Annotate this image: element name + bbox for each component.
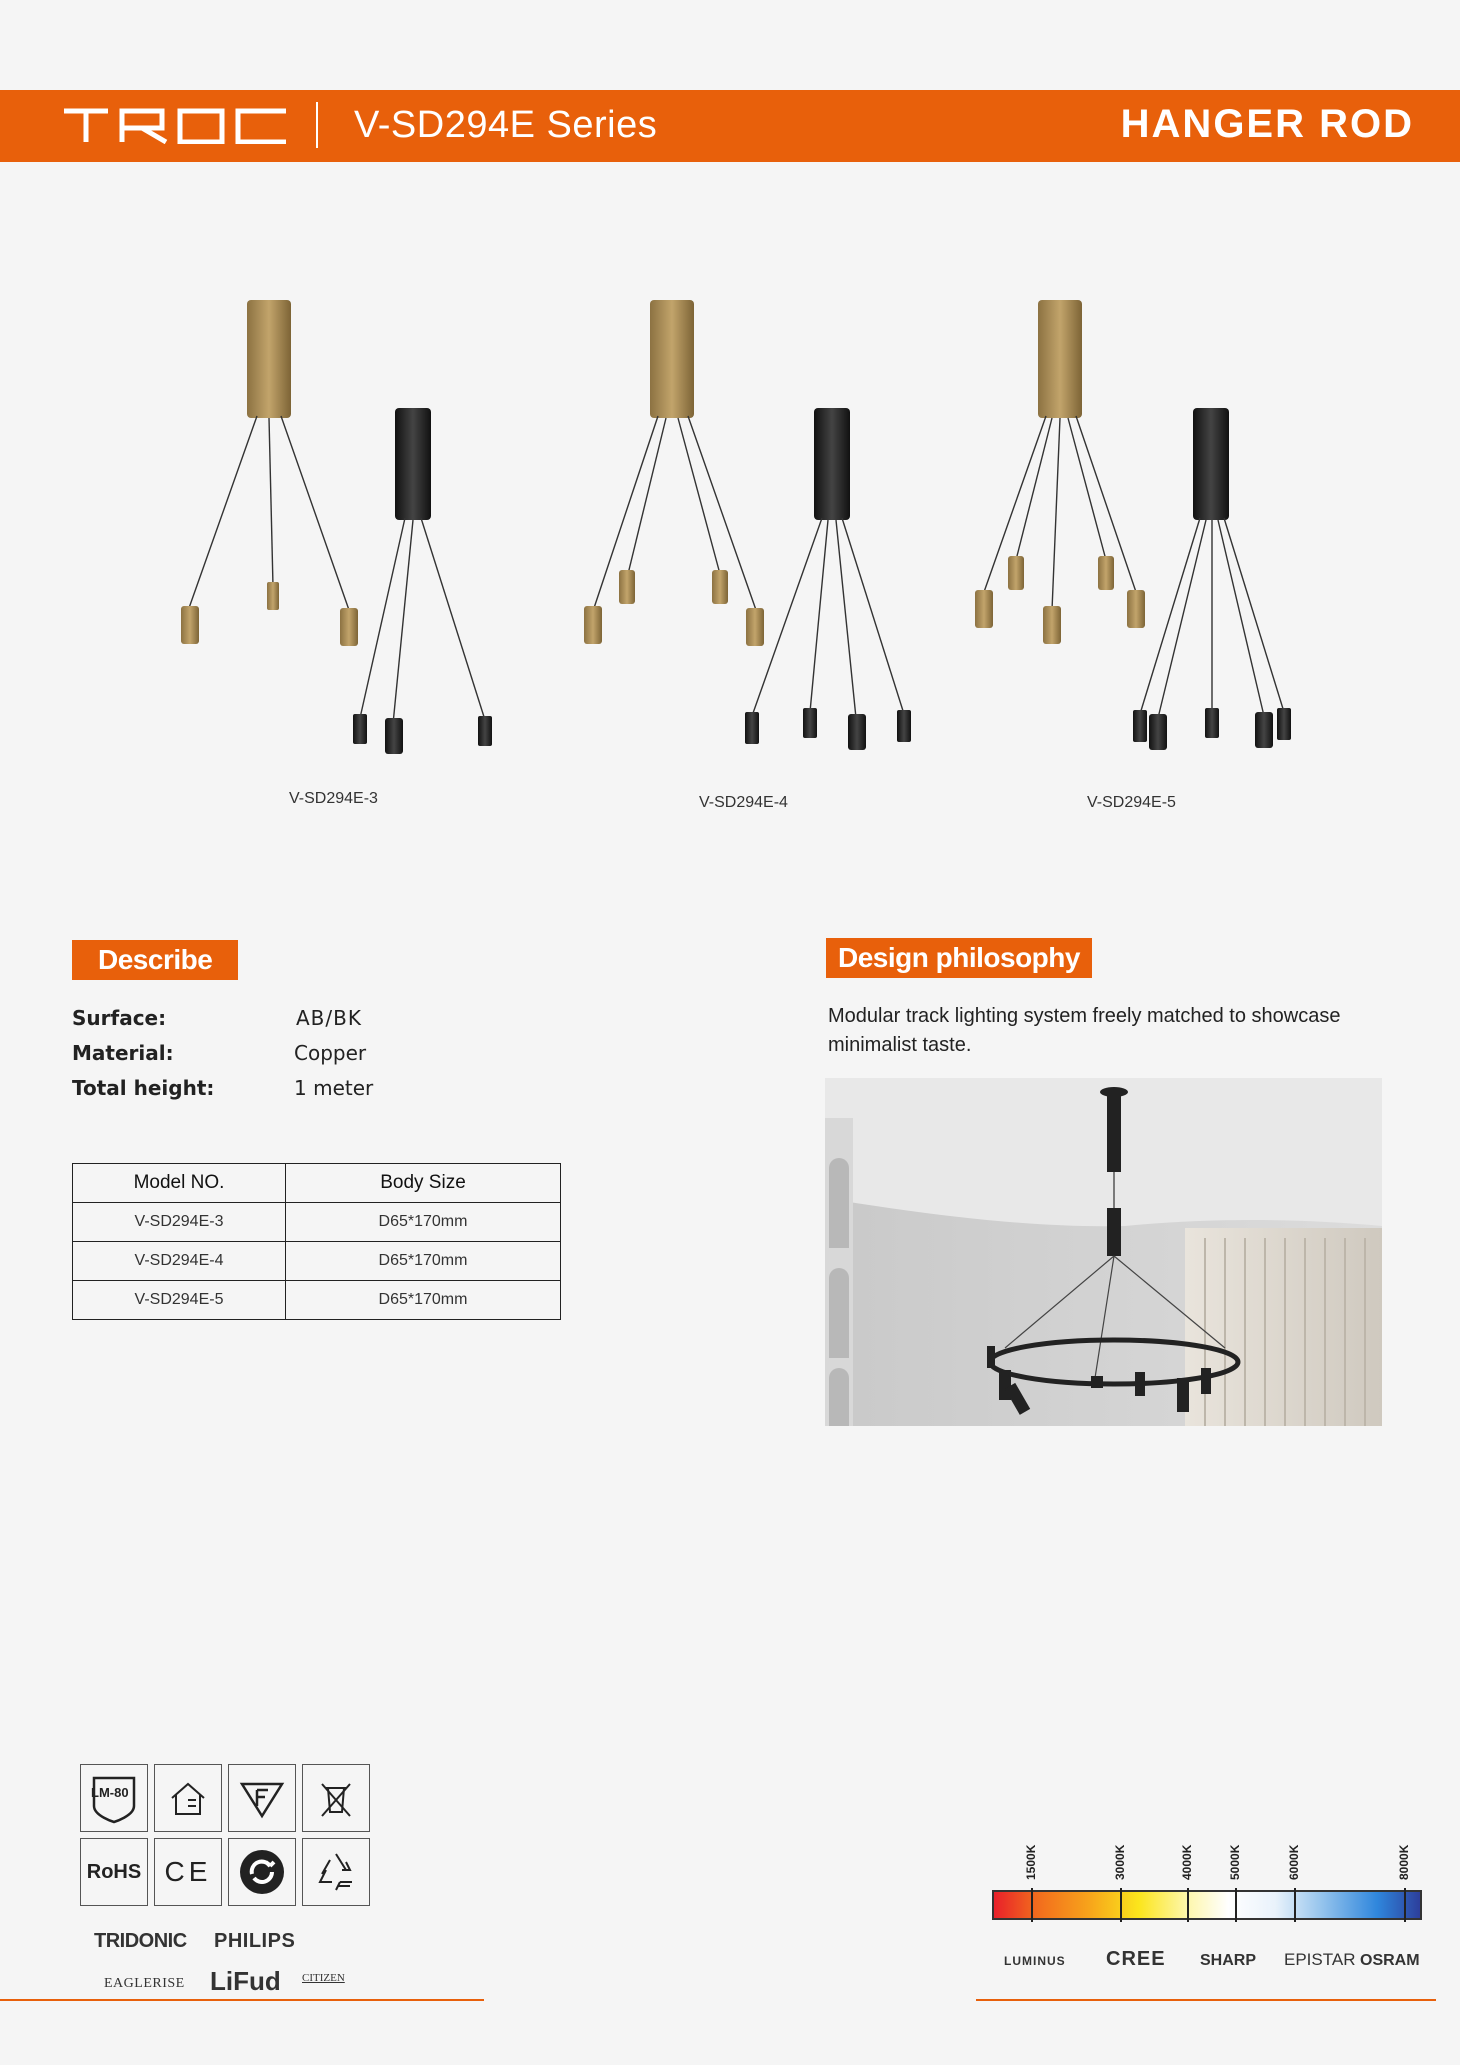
cell-size: D65*170mm xyxy=(286,1203,561,1242)
brand-tridonic: TRIDONIC xyxy=(94,1930,187,1952)
ct-label-5000: 5000K xyxy=(1228,1844,1242,1880)
cell-size: D65*170mm xyxy=(286,1242,561,1281)
product-image-5 xyxy=(968,280,1348,760)
material-label: Material: xyxy=(72,1041,174,1065)
lm80-icon xyxy=(80,1764,148,1832)
product-caption-3: V-SD294E-3 xyxy=(289,790,378,807)
ct-tick xyxy=(1187,1888,1189,1922)
room-photo xyxy=(825,1078,1382,1426)
rohs-icon xyxy=(80,1838,148,1906)
header-model: Model NO. xyxy=(73,1164,286,1203)
recycle-symbol-icon xyxy=(302,1838,370,1906)
design-text: Modular track lighting system freely matched to showcase minimalist taste. xyxy=(828,1005,1341,1056)
surface-value: AB/BK xyxy=(296,1006,362,1030)
ct-tick xyxy=(1235,1888,1237,1922)
ct-tick xyxy=(1031,1888,1033,1922)
height-value: 1 meter xyxy=(294,1076,374,1100)
troc-logo xyxy=(62,108,292,144)
category-title: HANGER ROD xyxy=(1120,102,1414,146)
product-image-3 xyxy=(165,280,545,760)
ct-tick xyxy=(1294,1888,1296,1922)
brand-philips: PHILIPS xyxy=(214,1930,296,1952)
weee-bin-icon xyxy=(302,1764,370,1832)
f-mark-icon xyxy=(228,1764,296,1832)
design-tag: Design philosophy xyxy=(826,938,1092,978)
brand-sharp: SHARP xyxy=(1200,1952,1257,1969)
height-label: Total height: xyxy=(72,1076,215,1100)
ct-tick xyxy=(1404,1888,1406,1922)
cell-model: V-SD294E-3 xyxy=(73,1203,286,1242)
header-divider xyxy=(316,102,318,148)
rohs-label: RoHS xyxy=(86,1860,142,1883)
brand-eaglerise: EAGLERISE xyxy=(104,1976,185,1991)
ct-label-6000: 6000K xyxy=(1287,1844,1301,1880)
brand-luminus: LUMINUS xyxy=(1004,1954,1066,1968)
ce-icon xyxy=(154,1838,222,1906)
ct-tick xyxy=(1120,1888,1122,1922)
size-table xyxy=(72,1163,561,1320)
product-caption-4: V-SD294E-4 xyxy=(699,794,788,811)
brand-citizen: CITIZEN xyxy=(302,1972,345,1984)
brand-epistar: EPISTAR xyxy=(1284,1950,1356,1969)
surface-label: Surface: xyxy=(72,1006,167,1030)
table-row xyxy=(73,1203,561,1242)
cell-model: V-SD294E-4 xyxy=(73,1242,286,1281)
footer-line-left xyxy=(0,1999,484,2001)
product-caption-5: V-SD294E-5 xyxy=(1087,794,1176,811)
color-temperature-bar xyxy=(992,1890,1422,1920)
indoor-use-icon xyxy=(154,1764,222,1832)
series-title: V-SD294E Series xyxy=(354,104,658,146)
cell-model: V-SD294E-5 xyxy=(73,1281,286,1320)
header-banner xyxy=(0,90,1460,162)
material-value: Copper xyxy=(294,1041,367,1065)
ct-label-3000: 3000K xyxy=(1113,1844,1127,1880)
table-row xyxy=(73,1281,561,1320)
table-row xyxy=(73,1242,561,1281)
brand-lifud: LiFud xyxy=(210,1966,281,1996)
ct-label-1500: 1500K xyxy=(1024,1844,1038,1880)
table-header-row xyxy=(73,1164,561,1203)
describe-tag: Describe xyxy=(72,940,238,980)
ce-label: CE xyxy=(164,1856,212,1887)
footer-line-right xyxy=(976,1999,1436,2001)
cell-size: D65*170mm xyxy=(286,1281,561,1320)
header-body-size: Body Size xyxy=(286,1164,561,1203)
ct-label-4000: 4000K xyxy=(1180,1844,1194,1880)
recycle-arrow-icon xyxy=(228,1838,296,1906)
ct-label-8000: 8000K xyxy=(1397,1844,1411,1880)
brand-osram: OSRAM xyxy=(1360,1952,1420,1969)
brand-cree: CREE xyxy=(1106,1948,1166,1970)
product-image-4 xyxy=(570,280,950,760)
lm80-label: LM-80 xyxy=(91,1785,129,1800)
